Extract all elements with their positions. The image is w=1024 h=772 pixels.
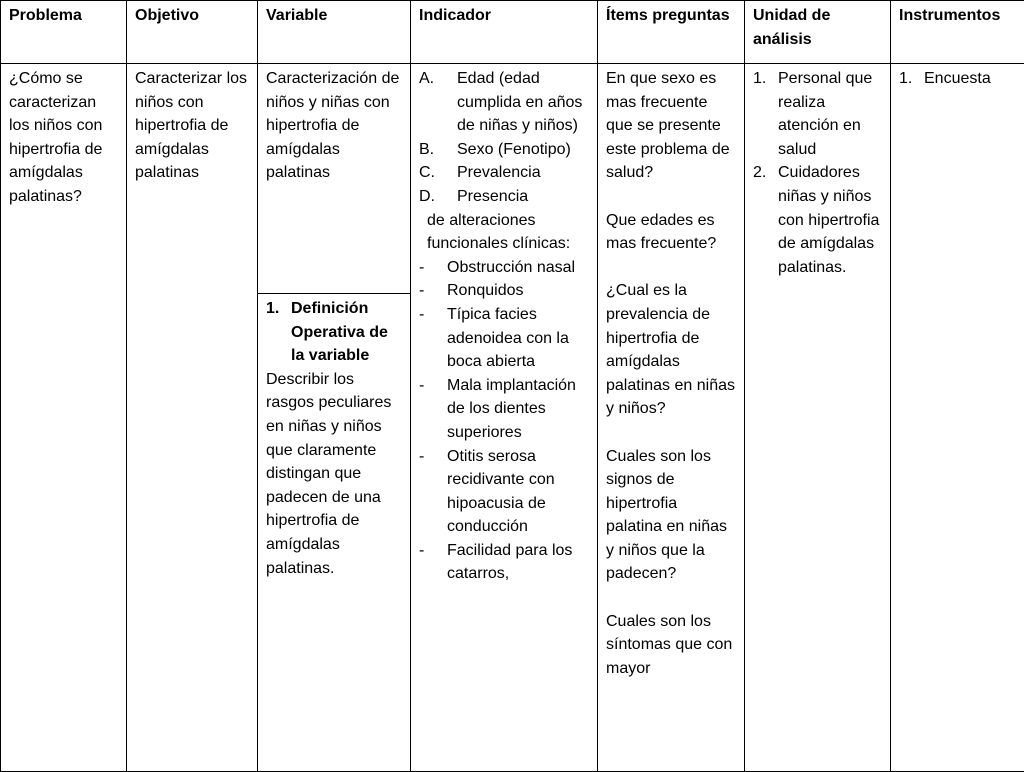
header-variable: Variable: [258, 1, 411, 64]
pregunta: Cuales son los síntomas que con mayor: [606, 610, 736, 681]
indicador-item: [419, 161, 589, 185]
instrumento-item: [899, 67, 1018, 91]
cell-indicador: [411, 64, 598, 772]
dash-marker: -: [419, 279, 424, 303]
dash-marker: -: [419, 303, 424, 327]
header-row: [1, 1, 1024, 64]
cell-items-preguntas: [598, 64, 745, 772]
list-marker: B.: [419, 138, 434, 162]
unidad-item-text: Personal que realiza atención en salud: [778, 70, 872, 158]
header-instrumentos: Instrumentos: [891, 1, 1024, 64]
indicador-intro: de alteraciones funcionales clínicas:: [419, 209, 589, 256]
definicion-title-text: Definición Operativa de la variable: [291, 300, 388, 364]
cell-objetivo: [127, 64, 258, 772]
indicador-item-text: Prevalencia: [457, 164, 541, 181]
alteracion-item: [419, 303, 589, 374]
cell-instrumentos: [891, 64, 1024, 772]
alteracion-text: Otitis serosa recidivante con hipoacusia de conducción: [447, 448, 555, 536]
alteracion-text: Típica facies adenoidea con la boca abierta: [447, 306, 569, 370]
list-marker: C.: [419, 161, 435, 185]
body-row-top: [1, 64, 1024, 294]
indicador-item: [419, 138, 589, 162]
indicador-list: [419, 67, 589, 209]
dash-marker: -: [419, 374, 424, 398]
unidad-item-text: Cuidadores niñas y niños con hipertrofia de amígdalas palatinas.: [778, 164, 879, 275]
instrumento-item-text: Encuesta: [924, 70, 991, 87]
alteracion-item: [419, 256, 589, 280]
definicion-title: [266, 297, 402, 368]
indicador-item-text: Presencia: [457, 188, 528, 205]
header-unidad-analisis: Unidad de análisis: [745, 1, 891, 64]
alteracion-item: [419, 445, 589, 539]
header-problema: Problema: [1, 1, 127, 64]
alteracion-text: Obstrucción nasal: [447, 259, 575, 276]
list-marker: D.: [419, 185, 435, 209]
indicador-item: [419, 185, 589, 209]
alteracion-item: [419, 539, 589, 586]
definicion-text: Describir los rasgos peculiares en niñas y niños que claramente distingan que padecen de una hipertrofia de amígdalas palatinas.: [266, 368, 402, 580]
dash-marker: -: [419, 256, 424, 280]
indicador-item: [419, 67, 589, 138]
cell-unidad-analisis: [745, 64, 891, 772]
pregunta: Que edades es mas frecuente?: [606, 209, 736, 256]
variable-text: Caracterización de niños y niñas con hipertrofia de amígdalas palatinas: [266, 67, 402, 185]
alteracion-text: Ronquidos: [447, 282, 524, 299]
list-marker: 1.: [753, 67, 766, 91]
header-items-preguntas: Ítems preguntas: [598, 1, 745, 64]
list-marker: 1.: [899, 67, 912, 91]
list-marker: 1.: [266, 297, 279, 321]
pregunta: ¿Cual es la prevalencia de hipertrofia de amígdalas palatinas en niñas y niños?: [606, 279, 736, 421]
pregunta: Cuales son los signos de hipertrofia palatina en niñas y niños que la padecen?: [606, 445, 736, 587]
alteracion-item: [419, 374, 589, 445]
list-marker: 2.: [753, 161, 766, 185]
cell-variable: [258, 64, 411, 294]
dash-marker: -: [419, 445, 424, 469]
alteracion-text: Mala implantación de los dientes superiores: [447, 377, 576, 441]
unidad-item: [753, 161, 882, 279]
list-marker: A.: [419, 67, 434, 91]
indicador-item-text: Sexo (Fenotipo): [457, 141, 571, 158]
cell-problema: [1, 64, 127, 772]
header-indicador: Indicador: [411, 1, 598, 64]
unidad-item: [753, 67, 882, 161]
header-objetivo: Objetivo: [127, 1, 258, 64]
alteracion-item: [419, 279, 589, 303]
dash-marker: -: [419, 539, 424, 563]
objetivo-text: Caracterizar los niños con hipertrofia de amígdalas palatinas: [135, 67, 249, 185]
pregunta: En que sexo es mas frecuente que se presente este problema de salud?: [606, 67, 736, 185]
alteracion-text: Facilidad para los catarros,: [447, 542, 572, 583]
cell-definicion-operativa: [258, 294, 411, 772]
indicador-item-text: Edad (edad cumplida en años de niñas y niños): [457, 70, 582, 134]
problema-text: ¿Cómo se caracterizan los niños con hipertrofia de amígdalas palatinas?: [9, 67, 118, 209]
alteraciones-list: [419, 256, 589, 586]
